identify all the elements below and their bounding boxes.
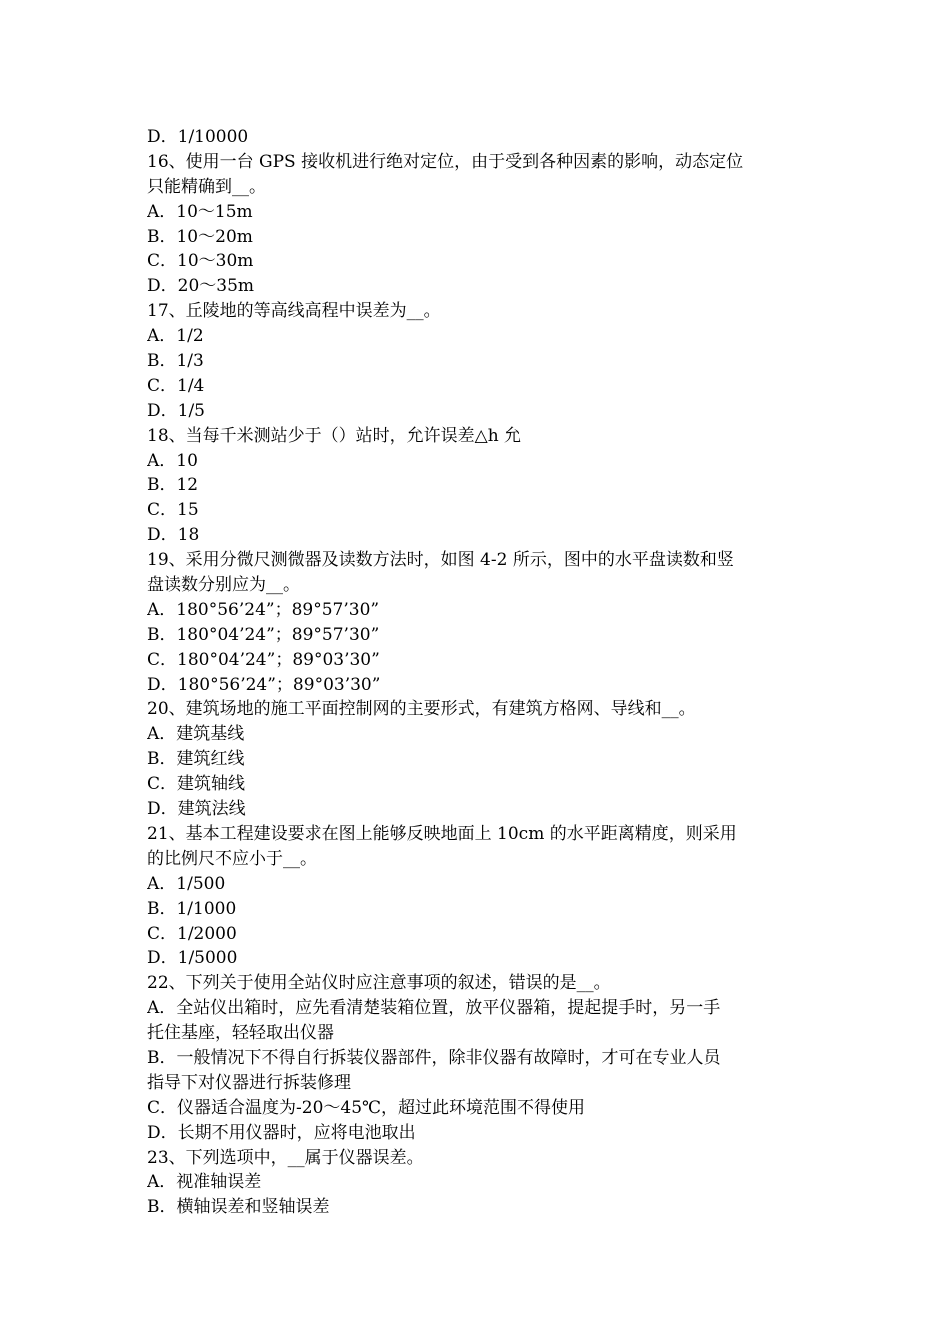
question-text-line: 23、下列选项中，__属于仪器误差。 — [147, 1147, 424, 1168]
question-text-line: 盘读数分别应为__。 — [147, 575, 300, 596]
question-text-line: 22、下列关于使用全站仪时应注意事项的叙述，错误的是__。 — [147, 973, 611, 994]
answer-option-line: A．1/500 — [147, 873, 226, 894]
answer-option-line: B．一般情况下不得自行拆装仪器部件，除非仪器有故障时，才可在专业人员 — [147, 1047, 721, 1068]
answer-option-line: D．1/5000 — [147, 948, 238, 969]
answer-option-line: A．全站仪出箱时，应先看清楚装箱位置，放平仪器箱，提起提手时，另一手 — [147, 998, 721, 1019]
answer-option-line: B．180°04’24”；89°57’30” — [147, 624, 380, 645]
answer-option-line: B．建筑红线 — [147, 749, 245, 770]
answer-option-line: 指导下对仪器进行拆装修理 — [147, 1072, 351, 1093]
document-page — [147, 125, 807, 1220]
answer-option-line: A．180°56’24”；89°57’30” — [147, 599, 380, 620]
answer-option-line: D．1/10000 — [147, 127, 249, 147]
answer-option-line: B．1/1000 — [147, 898, 237, 919]
answer-option-line: D．1/5 — [147, 400, 205, 421]
answer-option-line: 托住基座，轻轻取出仪器 — [147, 1023, 334, 1044]
question-text-line: 的比例尺不应小于__。 — [147, 848, 317, 869]
answer-option-line: A．1/2 — [147, 326, 204, 347]
question-text-line: 16、使用一台 GPS 接收机进行绝对定位，由于受到各种因素的影响，动态定位 — [147, 151, 744, 172]
question-text-line: 20、建筑场地的施工平面控制网的主要形式，有建筑方格网、导线和__。 — [147, 699, 696, 720]
answer-option-line: C．15 — [147, 500, 199, 521]
answer-option-line: A．10 — [147, 450, 198, 471]
answer-option-line: B．12 — [147, 475, 199, 496]
question-text-line: 18、当每千米测站少于（）站时，允许误差△h 允 — [147, 425, 522, 446]
answer-option-line: A．建筑基线 — [147, 724, 245, 745]
answer-option-line: C．180°04’24”；89°03’30” — [147, 649, 380, 670]
answer-option-line: D．建筑法线 — [147, 799, 246, 820]
answer-option-line: C．建筑轴线 — [147, 774, 246, 795]
answer-option-line: B．1/3 — [147, 351, 204, 372]
answer-option-line: B．横轴误差和竖轴误差 — [147, 1197, 330, 1218]
answer-option-line: D．18 — [147, 525, 200, 546]
answer-option-line: C．1/2000 — [147, 923, 237, 944]
question-text-line: 21、基本工程建设要求在图上能够反映地面上 10cm 的水平距离精度，则采用 — [147, 823, 737, 844]
answer-option-line: B．10～20m — [147, 226, 253, 247]
answer-option-line: C．仪器适合温度为-20～45℃，超过此环境范围不得使用 — [147, 1097, 586, 1118]
answer-option-line: A．10～15m — [147, 201, 253, 222]
answer-option-line: D．20～35m — [147, 276, 255, 297]
answer-option-line: C．10～30m — [147, 251, 254, 272]
question-text-line: 19、采用分微尺测微器及读数方法时，如图 4-2 所示，图中的水平盘读数和竖 — [147, 550, 734, 571]
answer-option-line: D．长期不用仪器时，应将电池取出 — [147, 1122, 416, 1143]
answer-option-line: A．视准轴误差 — [147, 1172, 262, 1193]
answer-option-line: C．1/4 — [147, 375, 205, 396]
question-text-line: 只能精确到__。 — [147, 176, 266, 197]
answer-option-line: D．180°56’24”；89°03’30” — [147, 674, 381, 695]
question-text-line: 17、丘陵地的等高线高程中误差为__。 — [147, 301, 441, 322]
